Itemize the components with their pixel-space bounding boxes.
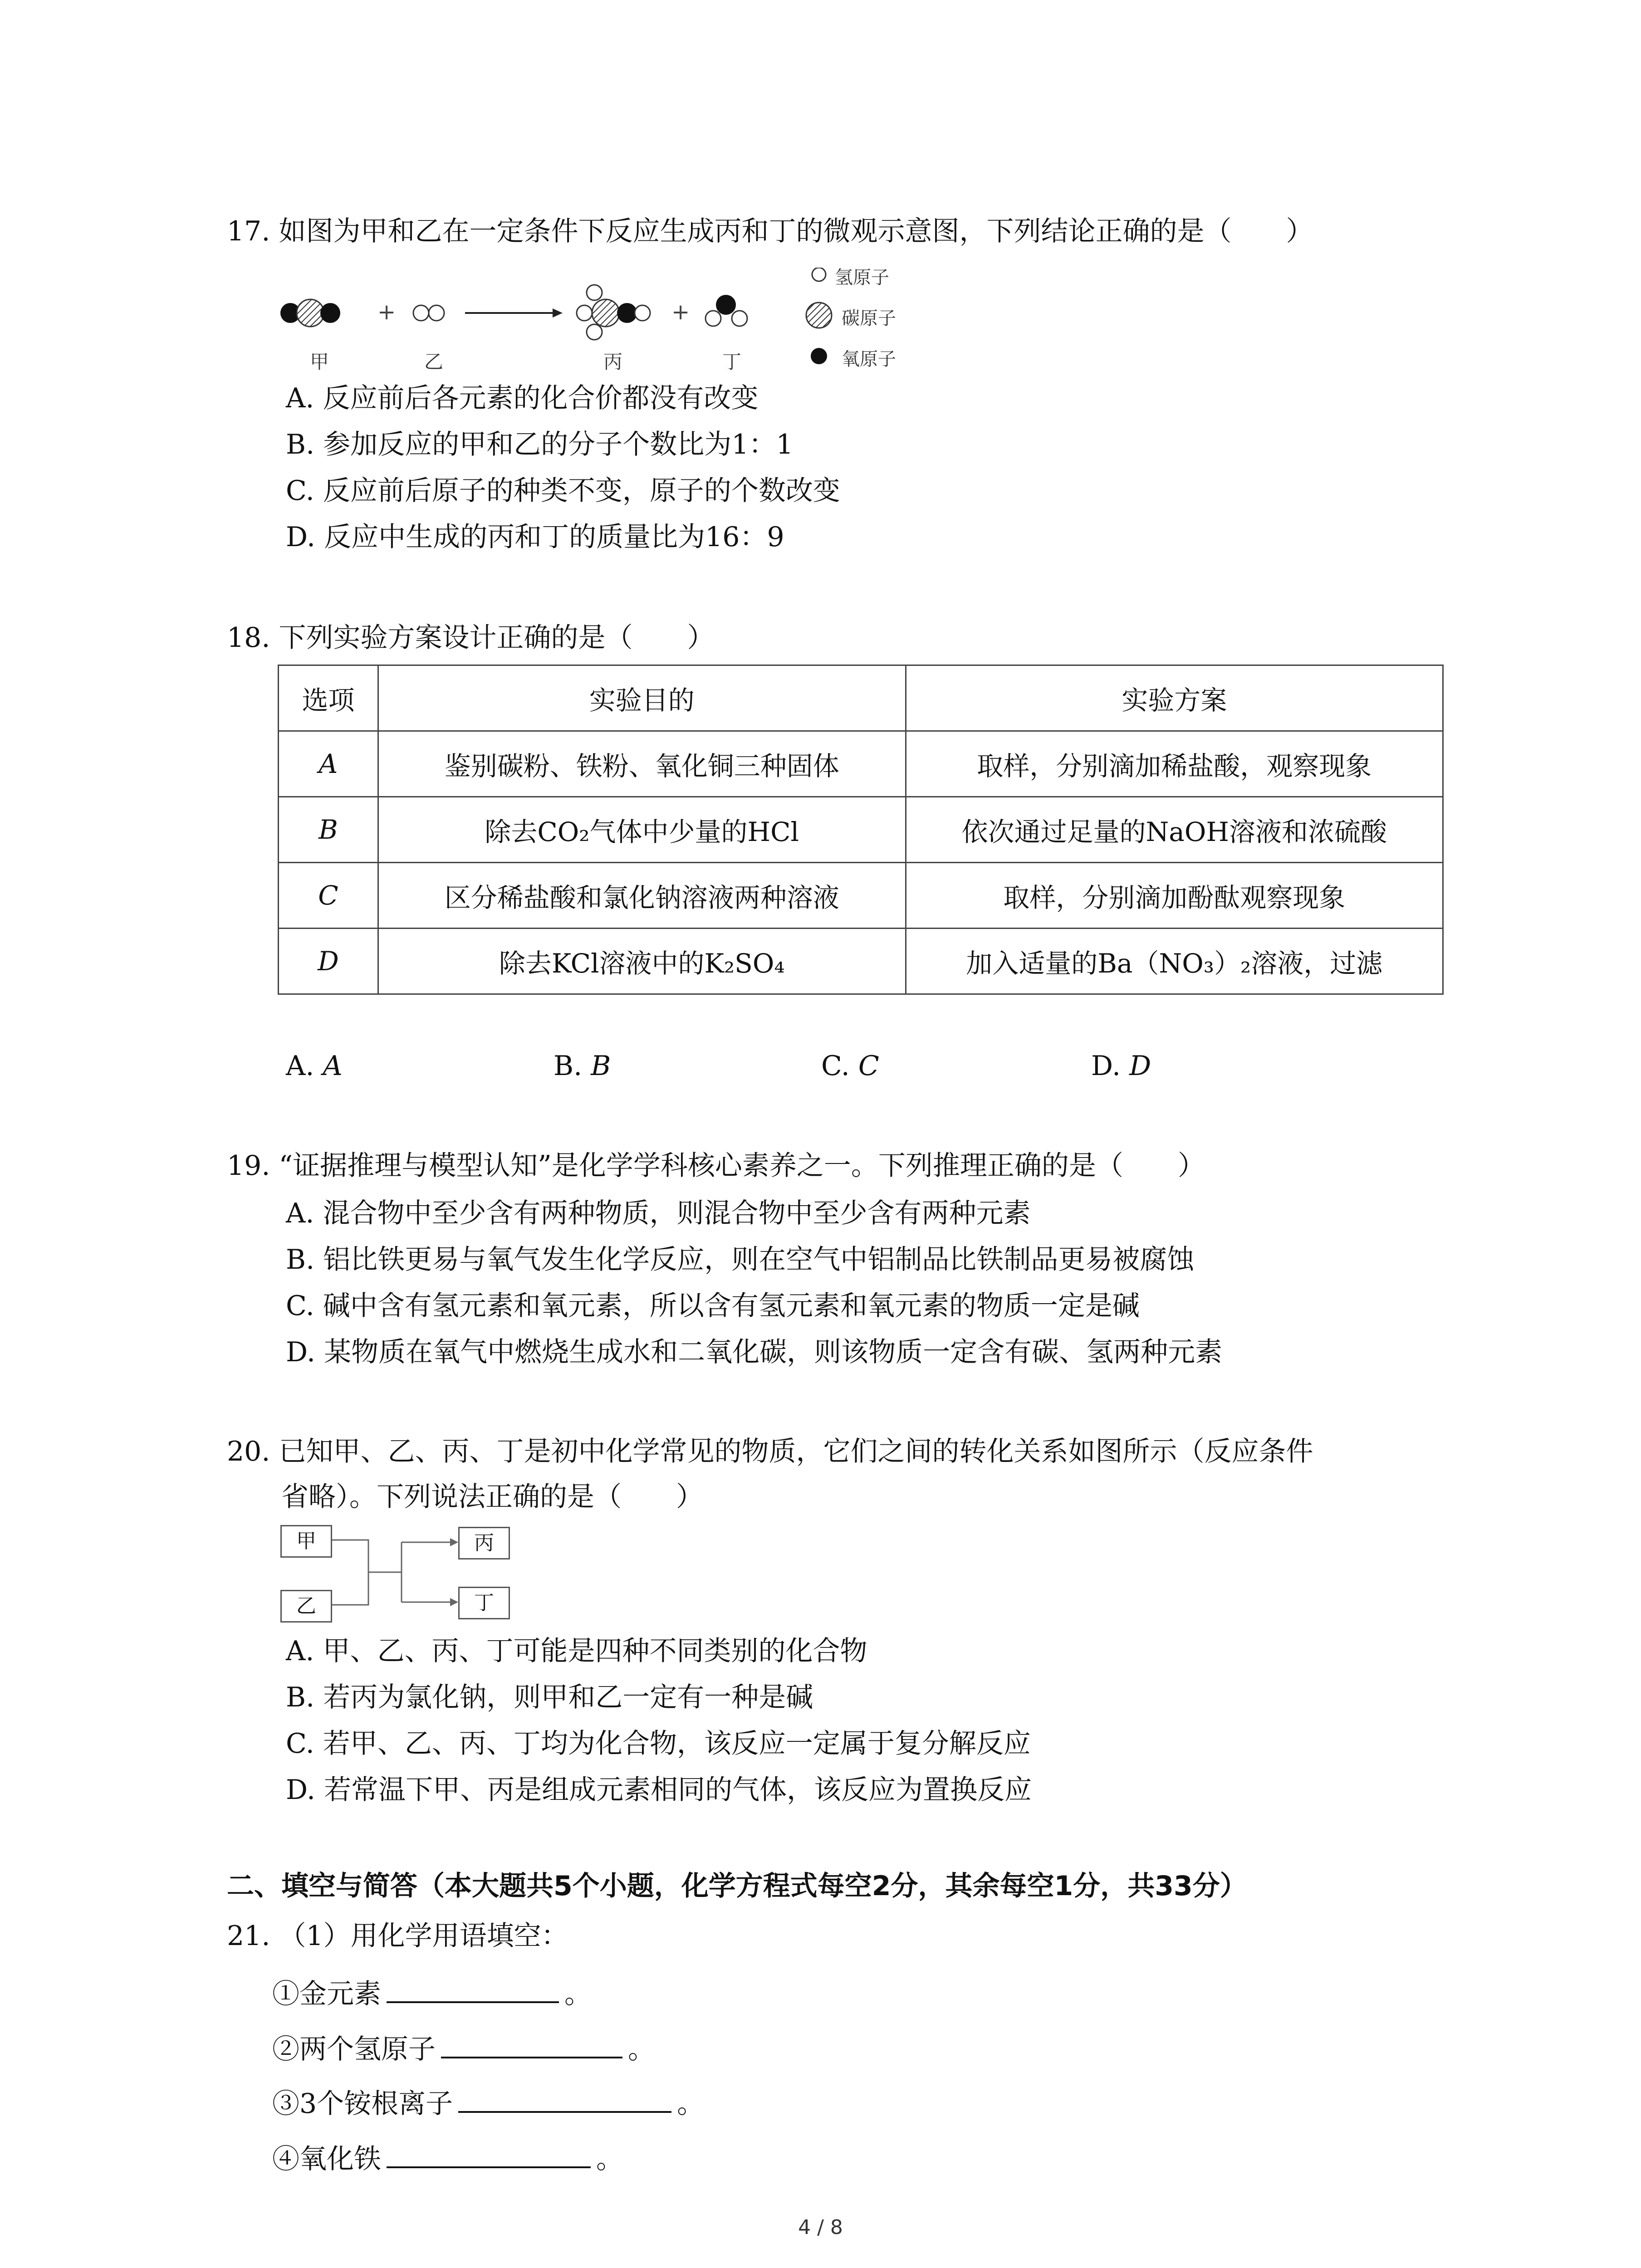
row-plan: 加入适量的Ba（NO₃）₂溶液，过滤	[906, 929, 1443, 994]
row-option: D	[279, 929, 378, 994]
row-aim: 除去CO₂气体中少量的HCl	[378, 797, 906, 863]
table-row	[279, 863, 1443, 929]
item-label: ③3个铵根离子	[272, 2088, 453, 2120]
header-plan: 实验方案	[906, 665, 1443, 731]
choice-label: D.	[1091, 1050, 1121, 1082]
q17-option-d: D. 反应中生成的丙和丁的质量比为16：9	[286, 521, 784, 553]
row-aim: 区分稀盐酸和氯化钠溶液两种溶液	[378, 863, 906, 929]
row-aim: 鉴别碳粉、铁粉、氧化铜三种固体	[378, 731, 906, 797]
q18-table	[278, 665, 1444, 995]
q18-choice-b	[554, 1048, 611, 1084]
box-bing: 丙	[458, 1527, 510, 1559]
legend-carbon: 碳原子	[842, 308, 896, 329]
choice-value: B	[591, 1050, 611, 1082]
q21-stem: 21. （1）用化学用语填空：	[227, 1920, 568, 1952]
q19-option-c: C. 碱中含有氢元素和氧元素，所以含有氢元素和氧元素的物质一定是碱	[286, 1290, 1140, 1322]
q18-choice-a	[286, 1048, 343, 1084]
table-header-row	[279, 665, 1443, 731]
svg-text:+: +	[671, 299, 690, 325]
item-label: ④氧化铁	[272, 2143, 381, 2175]
answer-blank[interactable]	[458, 2082, 671, 2113]
q17-stem: 17. 如图为甲和乙在一定条件下反应生成丙和丁的微观示意图，下列结论正确的是（ ）	[227, 215, 1313, 247]
q17-option-b: B. 参加反应的甲和乙的分子个数比为1：1	[286, 429, 794, 460]
item-label: ①金元素	[272, 1978, 381, 2010]
answer-blank[interactable]	[441, 2028, 622, 2058]
choice-label: C.	[821, 1050, 850, 1082]
label-bing: 丙	[603, 351, 623, 373]
choice-value: D	[1129, 1050, 1151, 1082]
item-end: 。	[564, 1978, 592, 2010]
q20-stem-line1: 20. 已知甲、乙、丙、丁是初中化学常见的物质，它们之间的转化关系如图所示（反应条件	[227, 1436, 1313, 1467]
box-yi: 乙	[280, 1590, 332, 1623]
choice-label: B.	[554, 1050, 583, 1082]
q17-option-c: C. 反应前后原子的种类不变，原子的个数改变	[286, 475, 840, 507]
q19-option-d: D. 某物质在氧气中燃烧生成水和二氧化碳，则该物质一定含有碳、氢两种元素	[286, 1336, 1223, 1368]
molecule-ding	[705, 295, 747, 326]
q19-option-b: B. 铝比铁更易与氧气发生化学反应，则在空气中铝制品比铁制品更易被腐蚀	[286, 1244, 1195, 1276]
q21-item-2	[272, 2028, 655, 2068]
page-number: 4 / 8	[798, 2216, 843, 2239]
section-2-title: 二、填空与简答（本大题共5个小题，化学方程式每空2分，其余每空1分，共33分）	[227, 1870, 1247, 1902]
svg-text:+: +	[377, 299, 396, 325]
q21-item-1	[272, 1972, 592, 2012]
choice-value: C	[858, 1050, 879, 1082]
label-jia: 甲	[310, 351, 329, 373]
table-row	[279, 731, 1443, 797]
molecule-yi	[413, 305, 444, 321]
box-jia: 甲	[280, 1525, 332, 1558]
row-option: C	[279, 863, 378, 929]
table-row	[279, 929, 1443, 994]
row-plan: 依次通过足量的NaOH溶液和浓硫酸	[906, 797, 1443, 863]
legend-symbols	[806, 268, 832, 364]
label-yi: 乙	[424, 351, 444, 373]
row-option: B	[279, 797, 378, 863]
row-plan: 取样，分别滴加酚酞观察现象	[906, 863, 1443, 929]
q20-option-b: B. 若丙为氯化钠，则甲和乙一定有一种是碱	[286, 1681, 813, 1713]
molecule-jia	[280, 299, 340, 327]
answer-blank[interactable]	[387, 2137, 591, 2168]
item-end: 。	[628, 2033, 655, 2065]
box-ding: 丁	[458, 1587, 510, 1619]
header-option: 选项	[279, 665, 378, 731]
row-aim: 除去KCl溶液中的K₂SO₄	[378, 929, 906, 994]
q18-stem: 18. 下列实验方案设计正确的是（ ）	[227, 622, 715, 654]
label-ding: 丁	[722, 351, 742, 373]
q20-stem-line2: 省略）。下列说法正确的是（ ）	[281, 1481, 703, 1513]
q20-option-d: D. 若常温下甲、丙是组成元素相同的气体，该反应为置换反应	[286, 1774, 1032, 1806]
legend-oxygen: 氧原子	[842, 349, 896, 370]
row-option: A	[279, 731, 378, 797]
q20-option-c: C. 若甲、乙、丙、丁均为化合物，该反应一定属于复分解反应	[286, 1728, 1031, 1760]
item-end: 。	[677, 2088, 705, 2120]
q20-option-a: A. 甲、乙、丙、丁可能是四种不同类别的化合物	[286, 1635, 867, 1667]
header-aim: 实验目的	[378, 665, 906, 731]
q18-choice-c	[821, 1048, 879, 1084]
q18-choice-d	[1091, 1048, 1151, 1084]
q17-option-a: A. 反应前后各元素的化合价都没有改变	[286, 382, 759, 414]
q21-item-4	[272, 2137, 623, 2177]
table-row	[279, 797, 1443, 863]
legend-hydrogen: 氢原子	[835, 267, 889, 288]
q21-item-3	[272, 2082, 704, 2122]
q19-option-a: A. 混合物中至少含有两种物质，则混合物中至少含有两种元素	[286, 1198, 1031, 1229]
choice-value: A	[323, 1050, 343, 1082]
choice-label: A.	[286, 1050, 314, 1082]
row-plan: 取样，分别滴加稀盐酸，观察现象	[906, 731, 1443, 797]
molecule-bing	[577, 285, 650, 340]
reaction-arrow	[465, 308, 563, 318]
q19-stem: 19. “证据推理与模型认知”是化学学科核心素养之一。下列推理正确的是（ ）	[227, 1150, 1205, 1182]
item-end: 。	[596, 2143, 623, 2175]
item-label: ②两个氢原子	[272, 2033, 436, 2065]
answer-blank[interactable]	[387, 1972, 559, 2003]
